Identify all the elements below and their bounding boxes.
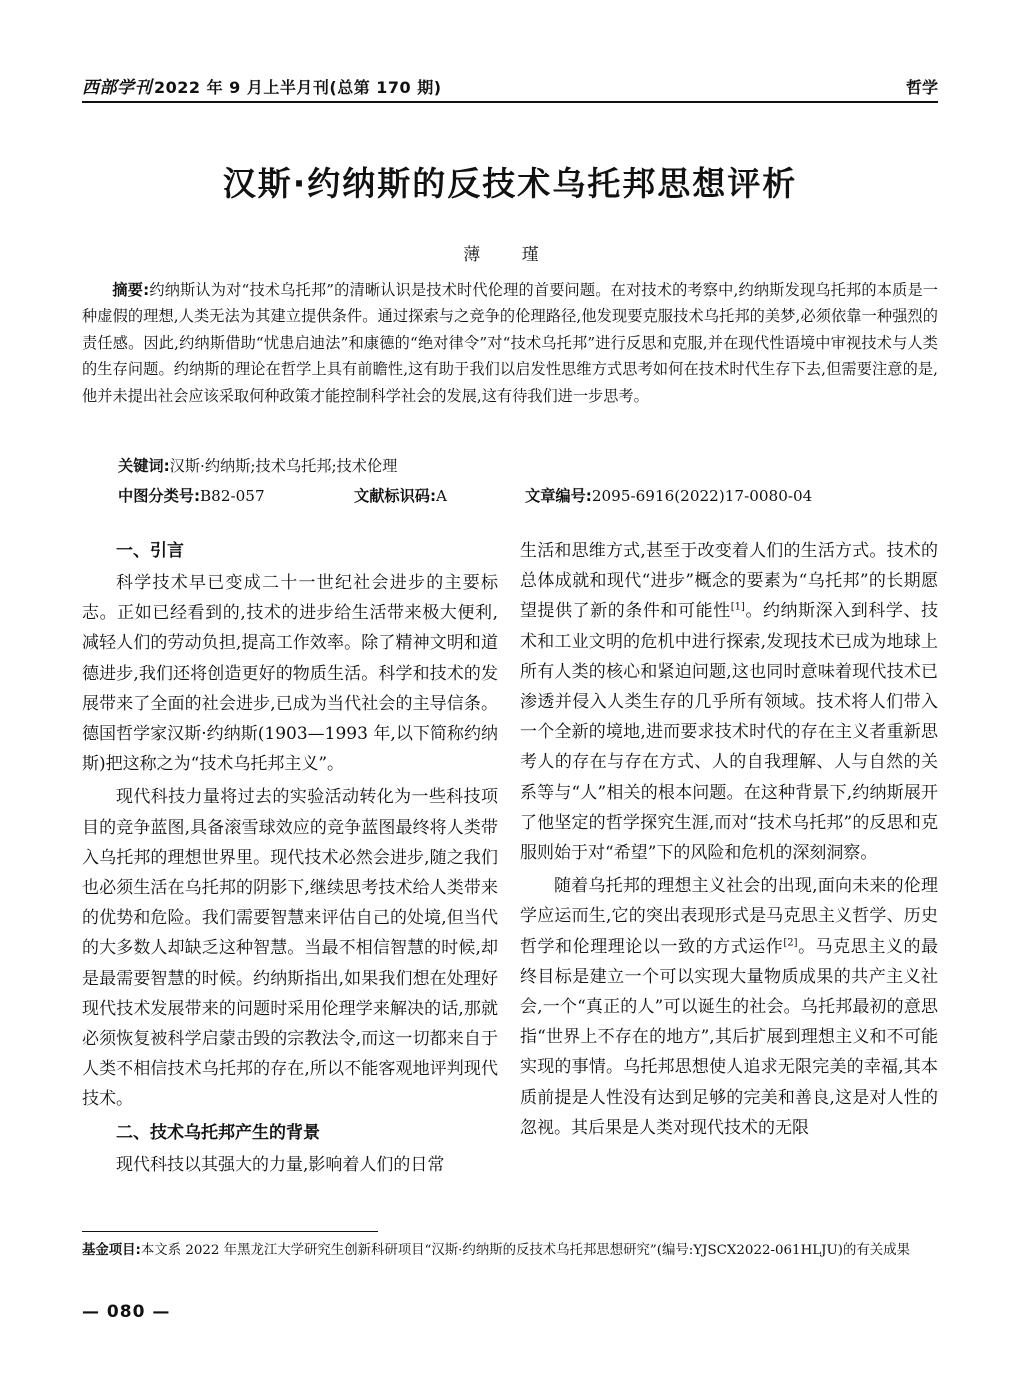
paragraph-text: 。约纳斯深入到科学、技术和工业文明的危机中进行探索,发现技术已成为地球上所有人类的核心和紧迫问题,这也同时意味着现代技术已渗透并侵入人类生存的几乎所有领域。技术将人们带入一个全新的境地,进而要求技术时代的存在主义者重新思考人的存在与存在方式、人的自我理解、人与自然的关系等与“人”相关的根本问题。在这种背景下,约纳斯展开了他坚定的哲学探究生涯,而对“技术乌托邦”的反思和克服则始于对“希望”下的风险和危机的深刻洞察。	[520, 601, 939, 864]
running-header	[82, 70, 938, 98]
page-number: — 080 —	[82, 1302, 171, 1322]
paragraph	[520, 536, 938, 868]
article-value: 2095-6916(2022)17-0080-04	[591, 487, 813, 505]
paragraph: 现代科技以其强大的力量,影响着人们的日常	[116, 1154, 445, 1175]
left-column	[82, 536, 498, 1183]
journal-logo: 西部学刊	[82, 78, 152, 98]
citation-ref: [2]	[783, 936, 798, 948]
article-title: 汉斯·约纳斯的反技术乌托邦思想评析	[222, 164, 798, 203]
abstract	[82, 277, 938, 409]
footnote-text: 本文系 2022 年黑龙江大学研究生创新科研项目“汉斯·约纳斯的反技术乌托邦思想研究”(编号:YJSCX2022-061HLJU)的有关成果	[140, 1243, 910, 1258]
paragraph	[520, 871, 938, 1143]
paragraph: 现代科技力量将过去的实验活动转化为一些科技项目的竞争蓝图,具备滚雪球效应的竞争蓝图最终将人类带入乌托邦的理想世界里。现代技术必然会进步,随之我们也必须生活在乌托邦的阴影下,继续思考技术给人类带来的优势和危险。我们需要智慧来评估自己的处境,但当代的大多数人却缺乏这种智慧。当最不相信智慧的时候,却是最需要智慧的时候。约纳斯指出,如果我们想在处理好现代技术发展带来的问题时采用伦理学来解决的话,那就必须恢复被科学启蒙击毁的宗教法令,而这一切都来自于人类不相信技术乌托邦的存在,所以不能客观地评判现代技术。	[82, 787, 498, 1110]
clc-number	[118, 483, 265, 509]
doc-value: A	[436, 487, 447, 505]
clc-label: 中图分类号:	[118, 487, 201, 505]
section-heading-background: 二、技术乌托邦产生的背景	[116, 1122, 320, 1143]
issue-label: 2022 年 9 月上半月刊(总第 170 期)	[154, 78, 442, 97]
citation-ref: [1]	[730, 601, 745, 613]
author-name: 薄 瑾	[463, 245, 557, 265]
right-column	[520, 536, 938, 1146]
footnote-rule	[82, 1231, 378, 1232]
section-heading-intro: 一、引言	[116, 541, 184, 561]
keywords	[118, 453, 938, 479]
article-label: 文章编号:	[525, 487, 592, 505]
footnote-label: 基金项目:	[82, 1243, 141, 1258]
keywords-text: 汉斯·约纳斯;技术乌托邦;技术伦理	[169, 457, 398, 475]
footnote	[82, 1240, 938, 1262]
clc-value: B82-057	[200, 487, 265, 505]
paragraph: 科学技术早已变成二十一世纪社会进步的主要标志。正如已经看到的,技术的进步给生活带来极大便利,减轻人们的劳动负担,提高工作效率。除了精神文明和道德进步,我们还将创造更好的物质生活。科学和技术的发展带来了全面的社会进步,已成为当代社会的主导信条。德国哲学家汉斯·约纳斯(1903—1993 年,以下简称约纳斯)把这称之为“技术乌托邦主义”。	[82, 573, 498, 775]
paragraph-text: 生活和思维方式,甚至于改变着人们的生活方式。技术的总体成就和现代“进步”概念的要素为“乌托邦”的长期愿望提供了新的条件和可能性	[520, 541, 938, 622]
article-number	[525, 483, 812, 509]
paragraph-text: 。马克思主义的最终目标是建立一个可以实现大量物质成果的共产主义社会,一个“真正的人”可以诞生的社会。乌托邦最初的意思指“世界上不存在的地方”,其后扩展到理想主义和不可能实现的事情。乌托邦思想使人追求无限完美的幸福,其本质前提是人性没有达到足够的完美和善良,这是对人性的忽视。其后果是人类对现代技术的无限	[520, 936, 939, 1138]
header-rule	[82, 101, 938, 103]
abstract-label: 摘要:	[112, 281, 150, 299]
document-code	[354, 483, 447, 509]
journal-issue-info	[82, 73, 442, 98]
section-label: 哲学	[905, 78, 938, 97]
doc-label: 文献标识码:	[354, 487, 437, 505]
abstract-text: 约纳斯认为对“技术乌托邦”的清晰认识是技术时代伦理的首要问题。在对技术的考察中,约纳斯发现乌托邦的本质是一种虚假的理想,人类无法为其建立提供条件。通过探索与之竞争的伦理路径,他发现要克服技术乌托邦的美梦,必须依靠一种强烈的责任感。因此,约纳斯借助“忧患启迪法”和康德的“绝对律令”对“技术乌托邦”进行反思和克服,并在现代性语境中审视技术与人类的生存问题。约纳斯的理论在哲学上具有前瞻性,这有助于我们以启发性思维方式思考如何在技术时代生存下去,但需要注意的是,他并未提出社会应该采取何种政策才能控制科学社会的发展,这有待我们进一步思考。	[82, 281, 938, 405]
paragraph-text: 随着乌托邦的理想主义社会的出现,面向未来的伦理学应运而生,它的突出表现形式是马克思主义哲学、历史哲学和伦理理论以一致的方式运作	[520, 876, 938, 957]
keywords-label: 关键词:	[118, 457, 170, 475]
